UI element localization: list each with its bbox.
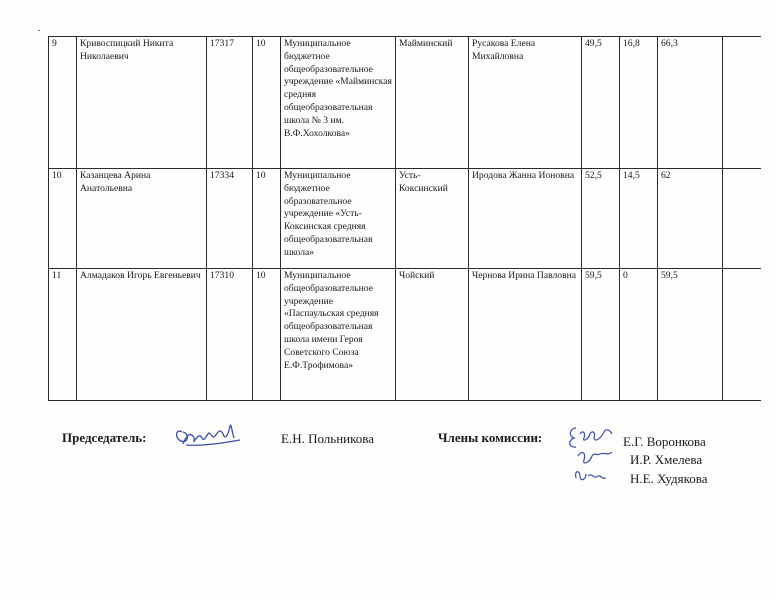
cell-district: Майминский [396,37,469,169]
cell-number: 11 [49,269,77,401]
cell-score-1: 59,5 [582,269,620,401]
signature-stroke [177,425,240,445]
cell-total: 66,3 [658,37,723,169]
cell-school: Муниципальное общеобразовательное учреждение «Паспаульская средняя общеобразовательная школа имени Героя Советского Союза Е.Ф.Трофимова» [281,269,396,401]
table-row [49,269,761,401]
signature-stroke [576,472,606,480]
members-signatures [564,420,624,490]
cell-total: 59,5 [658,269,723,401]
cell-score-1: 49,5 [582,37,620,169]
cell-district: Усть-Коксинский [396,169,469,269]
scan-speck [38,30,40,31]
cell-participant: Алмадаков Игорь Евгеньевич [77,269,207,401]
cell-extra [723,269,761,401]
cell-school: Муниципальное бюджетное образовательное учреждение «Усть-Коксинская средняя общеобразовательная школа» [281,169,396,269]
cell-code: 17334 [207,169,253,269]
cell-participant: Кривоспицкий Никита Николаевич [77,37,207,169]
cell-number: 9 [49,37,77,169]
chair-label: Председатель: [62,430,147,445]
results-table [48,36,761,401]
cell-extra [723,37,761,169]
cell-score-2: 0 [620,269,658,401]
cell-teacher: Чернова Ирина Павловна [469,269,582,401]
cell-grade: 10 [253,169,281,269]
cell-score-2: 16,8 [620,37,658,169]
chair-signature [168,414,250,452]
cell-participant: Казанцева Арина Анатольевна [77,169,207,269]
cell-teacher: Русакова Елена Михайловна [469,37,582,169]
cell-number: 10 [49,169,77,269]
cell-score-1: 52,5 [582,169,620,269]
member-name: Н.Е. Худякова [630,471,708,486]
table-row [49,37,761,169]
cell-school: Муниципальное бюджетное общеобразовательное учреждение «Майминская средняя общеобразовательная школа № 3 им. В.Ф.Хохолкова» [281,37,396,169]
signature-stroke [578,452,612,463]
signature-stroke [570,428,612,447]
cell-teacher: Иродова Жанна Ионовна [469,169,582,269]
cell-grade: 10 [253,37,281,169]
members-label: Члены комиссии: [438,430,543,445]
member-name: Е.Г. Воронкова [623,434,706,449]
table-row [49,169,761,269]
chair-name: Е.Н. Польникова [281,431,375,446]
cell-district: Чойский [396,269,469,401]
cell-total: 62 [658,169,723,269]
cell-grade: 10 [253,269,281,401]
cell-score-2: 14,5 [620,169,658,269]
cell-extra [723,169,761,269]
member-name: И.Р. Хмелева [630,452,703,467]
cell-code: 17317 [207,37,253,169]
cell-code: 17310 [207,269,253,401]
